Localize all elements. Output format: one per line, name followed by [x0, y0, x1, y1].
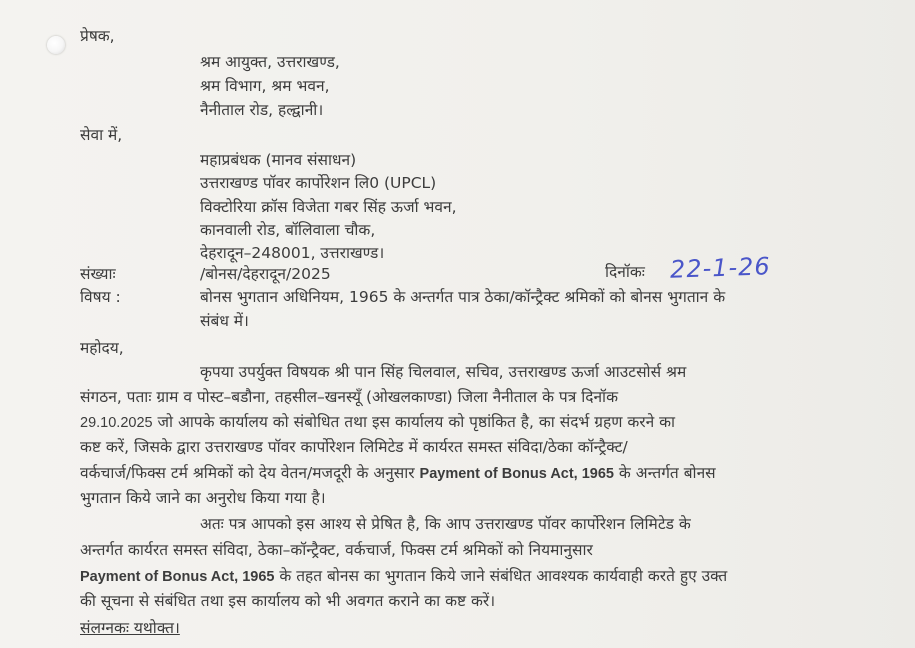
- act-name: Payment of Bonus Act, 1965: [419, 466, 614, 482]
- recipient-line: देहरादून–248001, उत्तराखण्ड।: [200, 244, 385, 262]
- recipient-line: उत्तराखण्ड पॉवर कार्पोरेशन लि0 (UPCL): [200, 174, 437, 192]
- paragraph-line: [80, 463, 716, 484]
- paragraph-line: अन्तर्गत कार्यरत समस्त संविदा, ठेका–कॉन्ट्रैक्ट, वर्कचार्ज, फिक्स टर्म श्रमिकों को नियमानुसार: [80, 541, 593, 559]
- reference-number: /बोनस/देहरादून/2025: [200, 265, 331, 283]
- subject-line: बोनस भुगतान अधिनियम, 1965 के अन्तर्गत पात्र ठेका/कॉन्ट्रैक्ट श्रमिकों को बोनस भुगतान के: [200, 288, 726, 306]
- punch-hole: [47, 36, 65, 54]
- paragraph-text: वर्कचार्ज/फिक्स टर्म श्रमिकों को देय वेतन/मजदूरी के अनुसार: [80, 464, 420, 482]
- paragraph-text: के अन्तर्गत बोनस: [614, 464, 716, 482]
- paragraph-line: संगठन, पताः ग्राम व पोस्ट–बडौना, तहसील–खनस्यूँ (ओखलकाण्डा) जिला नैनीताल के पत्र दिनॉक: [80, 388, 618, 406]
- paragraph-line: की सूचना से संबंधित तथा इस कार्यालय को भी अवगत कराने का कष्ट करें।: [80, 592, 496, 610]
- paragraph-line: [80, 412, 675, 433]
- letter-date: 29.10.2025: [80, 415, 153, 431]
- sender-line: श्रम आयुक्त, उत्तराखण्ड,: [200, 53, 340, 71]
- act-name: Payment of Bonus Act, 1965: [80, 569, 275, 585]
- recipient-label: सेवा में,: [80, 126, 123, 144]
- paragraph-line: [80, 566, 727, 587]
- paragraph-line: भुगतान किये जाने का अनुरोध किया गया है।: [80, 489, 326, 507]
- handwritten-date: 22-1-26: [669, 252, 772, 284]
- date-label: दिनॉकः: [605, 263, 645, 281]
- enclosure-note: संलग्नकः यथोक्त।: [80, 619, 180, 637]
- sender-label: प्रेषक,: [80, 27, 115, 45]
- paragraph-line: कष्ट करें, जिसके द्वारा उत्तराखण्ड पॉवर कार्पोरेशन लिमिटेड में कार्यरत समस्त संविदा/ठेका कॉन्ट्रैक्ट/: [80, 438, 628, 456]
- sender-line: श्रम विभाग, श्रम भवन,: [200, 77, 330, 95]
- paragraph-text: के तहत बोनस का भुगतान किये जाने संबंधित आवश्यक कार्यवाही करते हुए उक्त: [274, 567, 728, 585]
- paragraph-text: जो आपके कार्यालय को संबोधित तथा इस कार्यालय को पृष्ठांकित है, का संदर्भ ग्रहण करने का: [152, 413, 676, 431]
- sender-line: नैनीताल रोड, हल्द्वानी।: [200, 101, 324, 119]
- paragraph-line: कृपया उपर्युक्त विषयक श्री पान सिंह चिलवाल, सचिव, उत्तराखण्ड ऊर्जा आउटसोर्स श्रम: [200, 363, 687, 381]
- recipient-line: महाप्रबंधक (मानव संसाधन): [200, 151, 357, 169]
- subject-line: संबंध में।: [200, 312, 249, 330]
- subject-label: विषय :: [80, 288, 121, 306]
- reference-label: संख्याः: [80, 265, 116, 283]
- paragraph-line: अतः पत्र आपको इस आश्य से प्रेषित है, कि आप उत्तराखण्ड पॉवर कार्पोरेशन लिमिटेड के: [200, 515, 691, 533]
- recipient-line: विक्टोरिया क्रॉस विजेता गबर सिंह ऊर्जा भवन,: [200, 198, 457, 216]
- recipient-line: कानवाली रोड, बॉलिवाला चौक,: [200, 221, 376, 239]
- salutation: महोदय,: [80, 339, 124, 357]
